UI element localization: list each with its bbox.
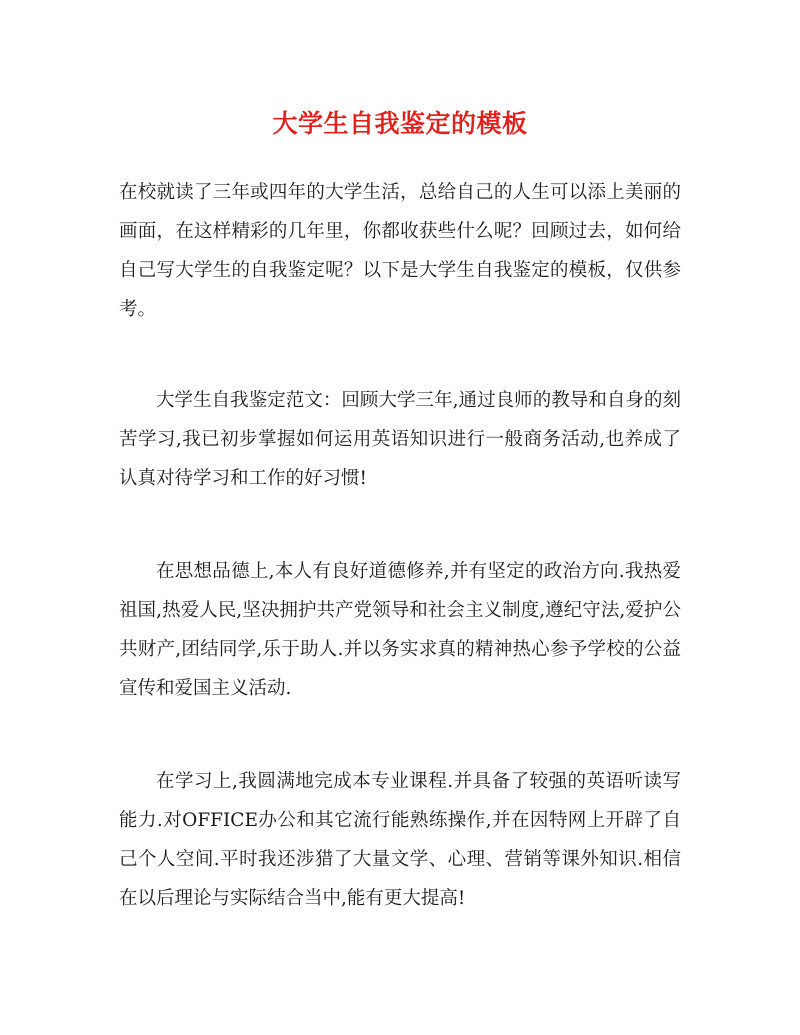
document-body xyxy=(119,173,681,972)
sample-paragraph: 大学生自我鉴定范文：回顾大学三年,通过良师的教导和自身的刻苦学习,我已初步掌握如何运用英语知识进行一般商务活动,也养成了认真对待学习和工作的好习惯! xyxy=(119,390,681,489)
intro-paragraph: 在校就读了三年或四年的大学生活，总给自己的人生可以添上美丽的画面，在这样精彩的几年里，你都收获些什么呢？回顾过去，如何给自己写大学生的自我鉴定呢？以下是大学生自我鉴定的模板，仅供参考。 xyxy=(119,182,681,320)
study-paragraph: 在学习上,我圆满地完成本专业课程.并具备了较强的英语听读写能力.对OFFICE办公和其它流行能熟练操作,并在因特网上开辟了自己个人空间.平时我还涉猎了大量文学、心理、营销等课外知识.相信在以后理论与实际结合当中,能有更大提高! xyxy=(119,771,681,909)
morality-paragraph: 在思想品德上,本人有良好道德修养,并有坚定的政治方向.我热爱祖国,热爱人民,坚决拥护共产党领导和社会主义制度,遵纪守法,爱护公共财产,团结同学,乐于助人.并以务实求真的精神热心参予学校的公益宣传和爱国主义活动. xyxy=(119,561,681,699)
document-title: 大学生自我鉴定的模板 xyxy=(272,109,528,138)
